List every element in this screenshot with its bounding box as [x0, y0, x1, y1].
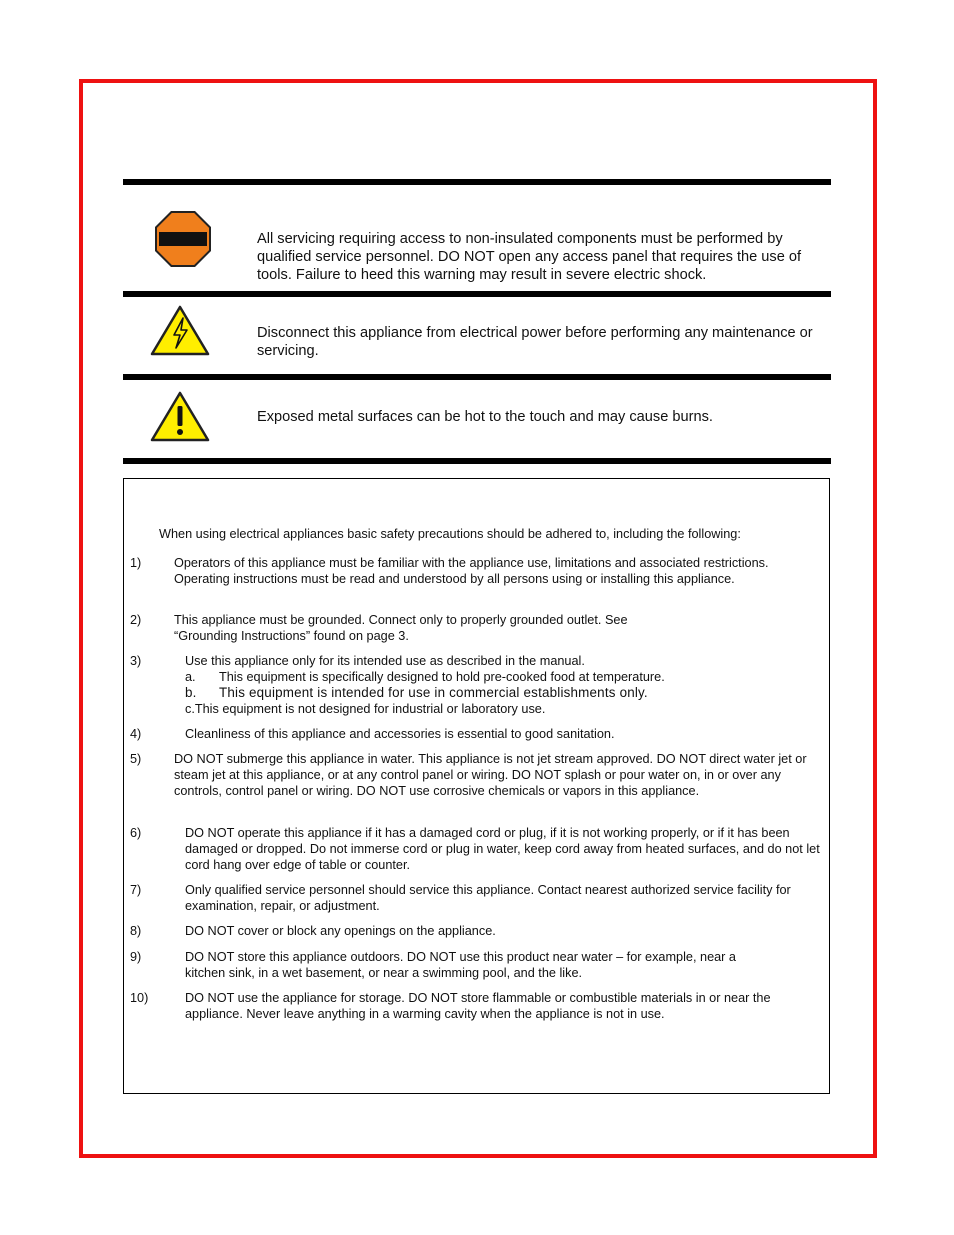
- sub-item: c.This equipment is not designed for industrial or laboratory use.: [185, 702, 546, 716]
- divider-rule: [123, 291, 831, 297]
- stop-sign-icon: [155, 211, 211, 272]
- sub-item: b. This equipment is intended for use in commercial establishments only.: [185, 685, 648, 700]
- warning-text-servicing: All servicing requiring access to non-insulated components must be performed by qualified service personnel. DO NOT open any access panel that requires the use of tools. Failure to heed this warning may result in severe electric shock.: [257, 231, 802, 283]
- sub-item: a. This equipment is specifically designed to hold pre-cooked food at temperature.: [185, 670, 665, 684]
- divider-rule: [123, 179, 831, 185]
- exclamation-triangle-icon: [149, 390, 211, 449]
- warning-text-disconnect: Disconnect this appliance from electrical power before performing any maintenance or servicing.: [257, 325, 813, 359]
- precautions-intro: When using electrical appliances basic safety precautions should be adhered to, including the following:: [159, 527, 741, 541]
- divider-rule: [123, 374, 831, 380]
- divider-rule: [123, 458, 831, 464]
- warning-text-hot-surfaces: Exposed metal surfaces can be hot to the touch and may cause burns.: [257, 409, 713, 425]
- electric-shock-icon: [149, 304, 211, 363]
